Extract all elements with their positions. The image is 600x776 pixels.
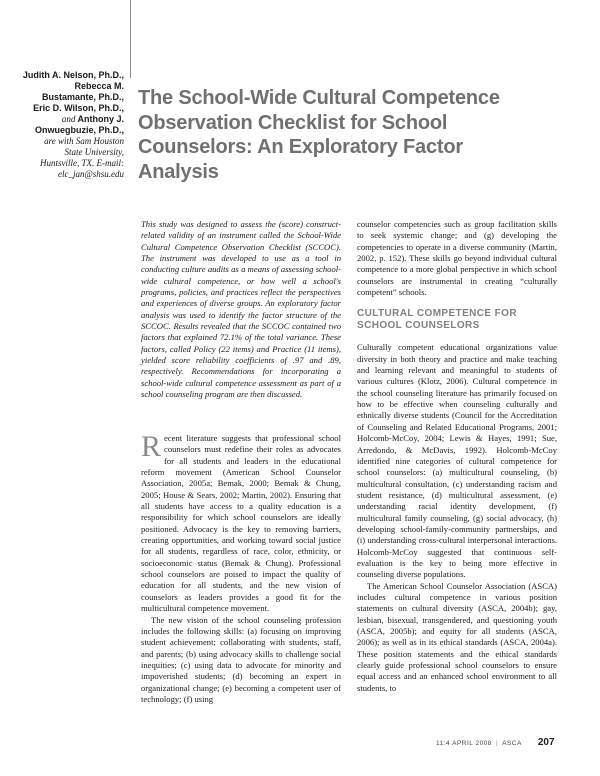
footer-separator: | bbox=[495, 740, 499, 747]
author-line: Bustamante, Ph.D., bbox=[41, 92, 124, 102]
body-column-right bbox=[357, 219, 557, 694]
body-paragraph: The American School Counselor Association (ASCA) includes cultural competence in various position statements on cultural diversity (ASCA, 2004b); gay, lesbian, bisexual, transgendered, and questioning youth (ASCA, 2005b); and equity for all students (ASCA, 2006); as well as in its ethical standards (ASCA, 2004a). These position statements and the ethical standards clearly guide professional school counselors to ensure equal access and an enhanced school environment to all students, to bbox=[357, 580, 557, 693]
body-paragraph-continued: counselor competencies such as group facilitation skills to seek systemic change; and (g) developing the competencies to operate in a diverse community (Martin, 2002, p. 152). These skills go beyond individual cultural competence to a more global perspective in which school counselors are instrumental in creating “culturally competent” schools. bbox=[357, 219, 557, 298]
and-prefix: and bbox=[61, 114, 76, 124]
page-number: 207 bbox=[537, 737, 555, 748]
section-heading: CULTURAL COMPETENCE FOR SCHOOL COUNSELORS bbox=[357, 308, 517, 332]
author-line: Onwuegbuzie, Ph.D., bbox=[34, 125, 124, 135]
page-footer bbox=[436, 737, 555, 748]
abstract-text: This study was designed to assess the (score) construct-related validity of an instrument called the School-Wide Cultural Competence Observation Checklist (SCCOC). The instrument was developed to use as a tool in conducting culture audits as a means of assessing school-wide cultural competence, or how well a school's programs, policies, and practices reflect the perspectives and experiences of diverse groups. An exploratory factor analysis was used to identify the factor structure of the SCCOC. Results revealed that the SCCOC contained two factors that explained 72.1% of the total variance. These factors, called Policy (22 items) and Practice (11 items), yielded score reliability coefficients of .97 and .89, respectively. Recommendations for incorporating a school-wide cultural competence assessment as part of a school counseling program are then discussed. bbox=[141, 219, 341, 400]
affiliation-email: elc_jan@shsu.edu bbox=[57, 169, 124, 179]
affiliation-line: are with Sam Houston bbox=[44, 136, 124, 146]
last-author: Anthony J. bbox=[77, 114, 124, 124]
body-column-left bbox=[141, 430, 341, 705]
author-block bbox=[4, 70, 124, 180]
header-rule bbox=[130, 0, 131, 78]
intro-paragraph bbox=[141, 430, 341, 615]
drop-cap: R bbox=[141, 430, 162, 463]
author-line: Judith A. Nelson, Ph.D., bbox=[22, 70, 124, 80]
affiliation-line: Huntsville, TX. E-mail: bbox=[40, 158, 124, 168]
issue-info: 11:4 APRIL 2008 bbox=[436, 740, 492, 747]
article-title: The School-Wide Cultural Competence Observation Checklist for School Counselors: An Exploratory Factor Analysis bbox=[138, 87, 500, 183]
journal-name: ASCA bbox=[502, 740, 522, 747]
body-paragraph: The new vision of the school counseling profession includes the following skills: (a) focusing on improving student achievement; collaborating with students, staff, and parents; (b) using advocacy skills to challenge social inequities; (c) using data to advocate for minority and impoverished students; (d) becoming an expert in organizational change; (e) becoming a competent user of technology; (f) using bbox=[141, 614, 341, 704]
author-line: Eric D. Wilson, Ph.D., bbox=[33, 103, 124, 113]
affiliation-line: State University, bbox=[64, 147, 124, 157]
author-line: Rebecca M. bbox=[74, 81, 124, 91]
body-paragraph: Culturally competent educational organizations value diversity in both theory and practice and make teaching and learning relevant and meaningful to students of various cultures (Klotz, 2006). Cultural competence in the school counseling literature has primarily focused on how to be effective when counseling culturally and ethnically diverse students (Council for the Accreditation of Counseling and Related Educational Programs, 2001; Holcomb-McCoy, 2004; Lewis & Hayes, 1991; Sue, Arredondo, & McDavis, 1992). Holcomb-McCoy identified nine categories of cultural competence for school counselors: (a) multicultural counseling, (b) multicultural consultation, (c) understanding racism and student resistance, (d) multicultural assessment, (e) understanding racial identity development, (f) multicultural family counseling, (g) social advocacy, (h) developing school-family-community partnerships, and (i) understanding cross-cultural interpersonal interactions. Holcomb-McCoy suggested that continuous self-evaluation is the key to being more effective in counseling diverse populations. bbox=[357, 342, 557, 580]
intro-text: ecent literature suggests that professional school counselors must redefine their roles as advocates for all students and leaders in the educational reform movement (American School Counselor Association, 2005a; Bemak, 2000; Bemak & Chung, 2005; House & Sears, 2002; Martin, 2002). Ensuring that all students have access to a quality education is a responsibility for which school counselors are ideally positioned. Advocacy is the key to removing barriers, creating opportunities, and working toward social justice for all students, regardless of race, color, ethnicity, or socioeconomic status (Bemak & Chung). Professional school counselors are poised to impact the quality of education for all students, and the new vision of counselors as leaders provides a good fit for the multicultural competence movement. bbox=[141, 433, 341, 614]
abstract bbox=[141, 219, 341, 401]
author-line-last bbox=[4, 114, 124, 125]
